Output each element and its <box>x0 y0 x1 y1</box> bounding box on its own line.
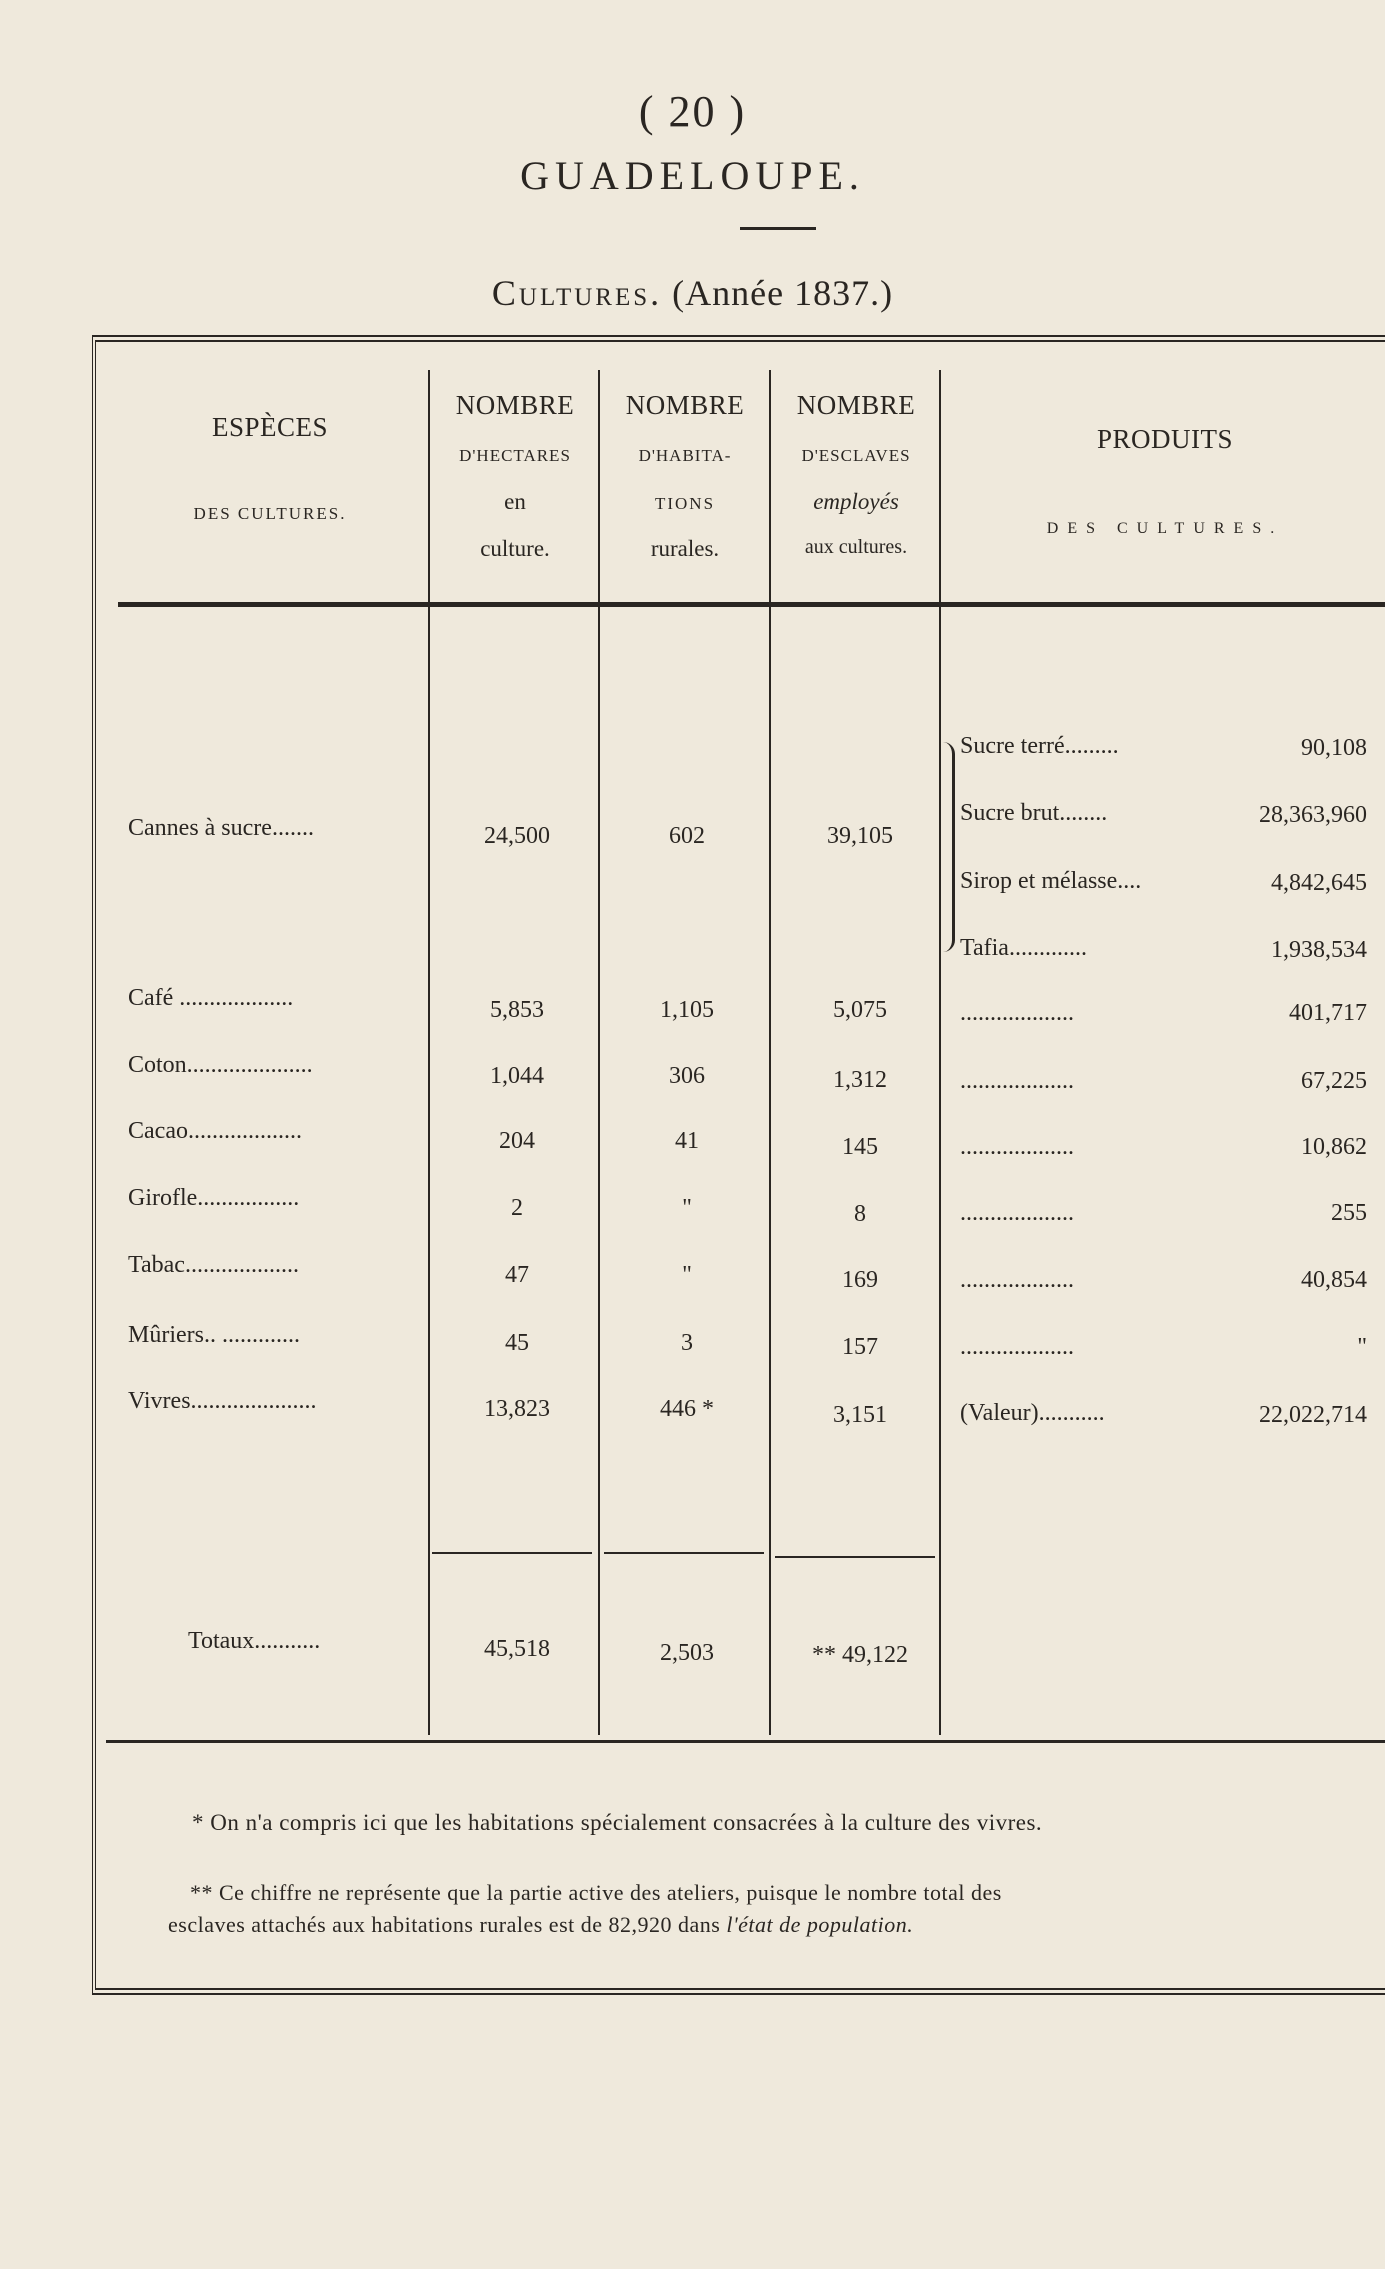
total-hectares: 45,518 <box>484 1636 550 1662</box>
page-title: GUADELOUPE. <box>520 153 865 198</box>
sugar-product-name: Sucre brut........ <box>960 800 1108 826</box>
subtitle-year: (Année 1837.) <box>672 273 894 313</box>
header-habitations-sub: D'HABITA- <box>638 446 732 465</box>
sugar-product-value: 1,938,534 <box>1271 937 1367 963</box>
page-number: ( 20 ) <box>638 87 747 136</box>
header-esclaves: NOMBRE <box>796 390 916 420</box>
footnote-1: * On n'a compris ici que les habitations spécialement consacrées à la culture des vivres. <box>192 1810 1043 1835</box>
footnote-2-text: esclaves attachés aux habitations rurales est de 82,920 dans <box>168 1912 727 1937</box>
title-rule <box>740 227 816 230</box>
row-label: Coton..................... <box>128 1052 313 1078</box>
row-label: Vivres..................... <box>128 1388 317 1414</box>
esclaves-cell: 157 <box>842 1334 878 1360</box>
hectares-cell: 24,500 <box>484 823 550 849</box>
habitations-cell: " <box>682 1195 692 1221</box>
esclaves-cell: 145 <box>842 1134 878 1160</box>
esclaves-cell: 39,105 <box>827 823 893 849</box>
header-habitations: NOMBRE <box>625 390 745 420</box>
header-produits: PRODUITS <box>1096 424 1234 454</box>
header-hectares-sub: D'HECTARES <box>459 446 571 465</box>
product-value: 10,862 <box>1301 1134 1367 1160</box>
column-divider-1 <box>428 370 430 1735</box>
table-frame <box>92 335 1385 1995</box>
footnote-2-emphasis: l'état de population. <box>726 1912 914 1937</box>
header-hectares-culture: culture. <box>480 536 550 561</box>
sugar-product-value: 90,108 <box>1301 735 1367 761</box>
product-value: 67,225 <box>1301 1068 1367 1094</box>
product-value: " <box>1357 1334 1367 1360</box>
product-value: 40,854 <box>1301 1267 1367 1293</box>
header-hectares-en: en <box>504 489 526 514</box>
header-habitations-rurales: rurales. <box>650 536 720 561</box>
total-rule-1 <box>432 1552 592 1554</box>
column-divider-4 <box>939 370 941 1735</box>
product-leader: ................... <box>960 1134 1074 1160</box>
esclaves-cell: 169 <box>842 1267 878 1293</box>
header-produits-sub: DES CULTURES. <box>1046 520 1284 537</box>
habitations-cell: " <box>682 1262 692 1288</box>
habitations-cell: 306 <box>669 1063 705 1089</box>
total-rule-2 <box>604 1552 764 1554</box>
header-hectares: NOMBRE <box>455 390 575 420</box>
sugar-product-value: 28,363,960 <box>1259 802 1367 828</box>
total-rule-3 <box>775 1556 935 1558</box>
subtitle-caps: Cultures. <box>491 273 663 313</box>
table-subtitle <box>0 272 1385 314</box>
header-especes: ESPÈCES <box>211 412 329 442</box>
hectares-cell: 45 <box>505 1330 529 1356</box>
product-leader: ................... <box>960 1068 1074 1094</box>
product-leader: ................... <box>960 1334 1074 1360</box>
header-rule <box>118 602 1385 607</box>
totals-label: Totaux........... <box>188 1628 321 1654</box>
product-value: 255 <box>1331 1200 1367 1226</box>
product-value: 401,717 <box>1289 1000 1367 1026</box>
sugar-product-name: Tafia............. <box>960 935 1087 961</box>
product-leader: ................... <box>960 1267 1074 1293</box>
row-label: Cannes à sucre....... <box>128 815 314 841</box>
hectares-cell: 13,823 <box>484 1396 550 1422</box>
column-divider-3 <box>769 370 771 1735</box>
hectares-cell: 47 <box>505 1262 529 1288</box>
hectares-cell: 204 <box>499 1128 535 1154</box>
sugar-product-name: Sucre terré......... <box>960 733 1119 759</box>
header-habitations-tions: TIONS <box>654 494 716 513</box>
total-habitations: 2,503 <box>660 1640 714 1666</box>
row-label: Tabac................... <box>128 1252 299 1278</box>
habitations-cell: 3 <box>681 1330 693 1356</box>
hectares-cell: 1,044 <box>490 1063 544 1089</box>
product-leader: ................... <box>960 1200 1074 1226</box>
header-esclaves-aux: aux cultures. <box>804 536 908 558</box>
footnote-2-line-1: ** Ce chiffre ne représente que la partie active des ateliers, puisque le nombre total des <box>190 1880 1002 1905</box>
habitations-cell: 446 * <box>660 1396 714 1422</box>
header-esclaves-employes: employés <box>813 489 899 514</box>
sugar-product-name: Sirop et mélasse.... <box>960 868 1142 894</box>
row-label: Mûriers.. ............. <box>128 1322 300 1348</box>
table-body-bottom-rule <box>106 1740 1385 1743</box>
row-label: Cacao................... <box>128 1118 302 1144</box>
esclaves-cell: 5,075 <box>833 997 887 1023</box>
product-leader: (Valeur)........... <box>960 1400 1105 1426</box>
product-leader: ................... <box>960 1000 1074 1026</box>
product-value: 22,022,714 <box>1259 1402 1367 1428</box>
row-label: Girofle................. <box>128 1185 300 1211</box>
hectares-cell: 5,853 <box>490 997 544 1023</box>
sugar-product-value: 4,842,645 <box>1271 870 1367 896</box>
habitations-cell: 1,105 <box>660 997 714 1023</box>
column-divider-2 <box>598 370 600 1735</box>
hectares-cell: 2 <box>511 1195 523 1221</box>
esclaves-cell: 8 <box>854 1201 866 1227</box>
header-especes-sub: DES CULTURES. <box>193 504 347 523</box>
footnote-2-line-2 <box>168 1912 1368 1938</box>
esclaves-cell: 3,151 <box>833 1402 887 1428</box>
header-esclaves-sub: D'ESCLAVES <box>801 446 911 465</box>
habitations-cell: 602 <box>669 823 705 849</box>
total-esclaves: ** 49,122 <box>812 1642 908 1668</box>
row-label: Café ................... <box>128 985 294 1011</box>
esclaves-cell: 1,312 <box>833 1067 887 1093</box>
habitations-cell: 41 <box>675 1128 699 1154</box>
